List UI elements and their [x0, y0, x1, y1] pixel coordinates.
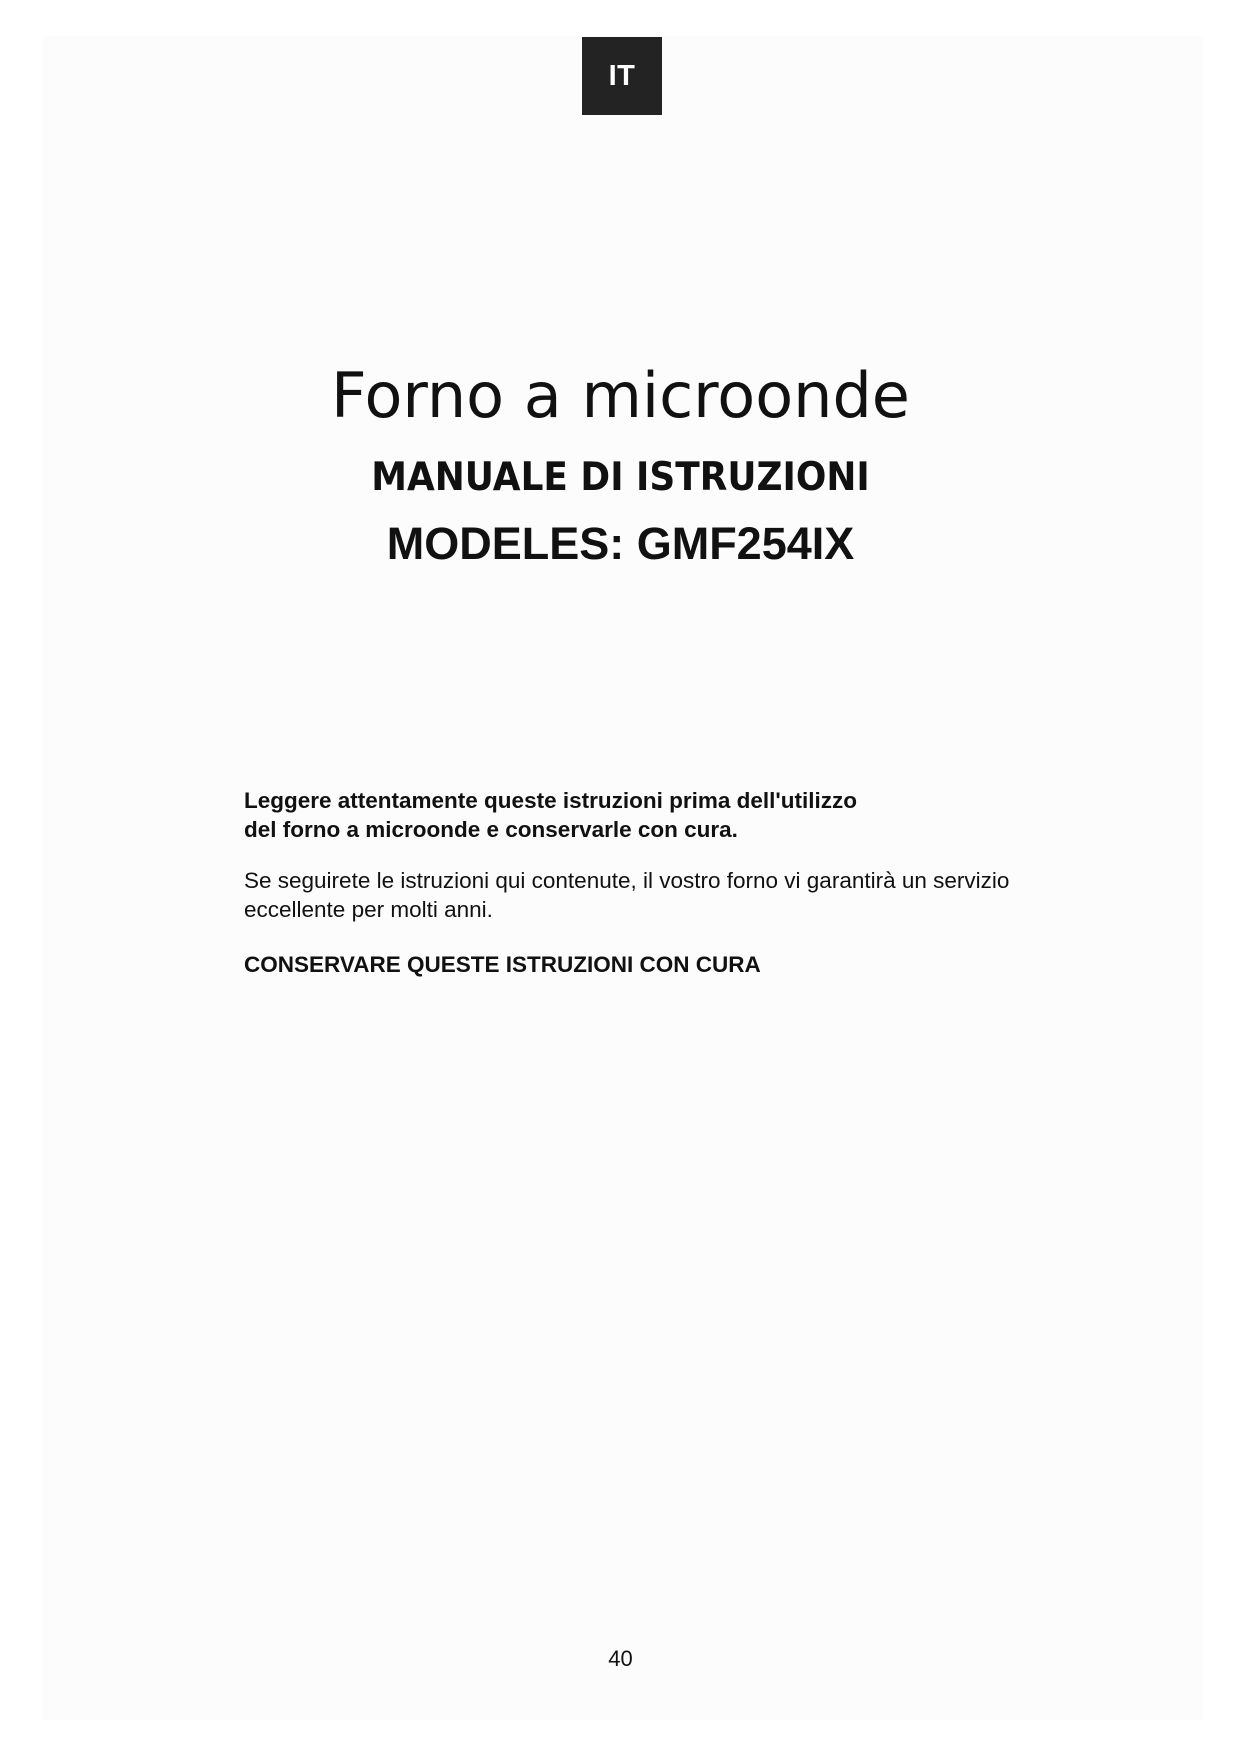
keep-instructions-note: CONSERVARE QUESTE ISTRUZIONI CON CURA: [244, 952, 761, 977]
intro-line: del forno a microonde e conservarle con cura.: [244, 817, 738, 842]
intro-line: Leggere attentamente queste istruzioni prima dell'utilizzo: [244, 788, 857, 813]
manual-subtitle: MANUALE DI ISTRUZIONI: [371, 455, 870, 500]
body-line: eccellente per molti anni.: [244, 897, 493, 922]
body-line: Se seguirete le istruzioni qui contenute, il vostro forno vi garantirà un servizio: [244, 868, 1010, 893]
page-number: 40: [608, 1646, 633, 1671]
page-title: Forno a microonde: [331, 359, 910, 432]
model-number: MODELES: GMF254IX: [386, 518, 855, 569]
body-paragraph: [244, 866, 1104, 924]
intro-paragraph: [244, 786, 1064, 844]
language-badge: IT: [582, 37, 662, 115]
